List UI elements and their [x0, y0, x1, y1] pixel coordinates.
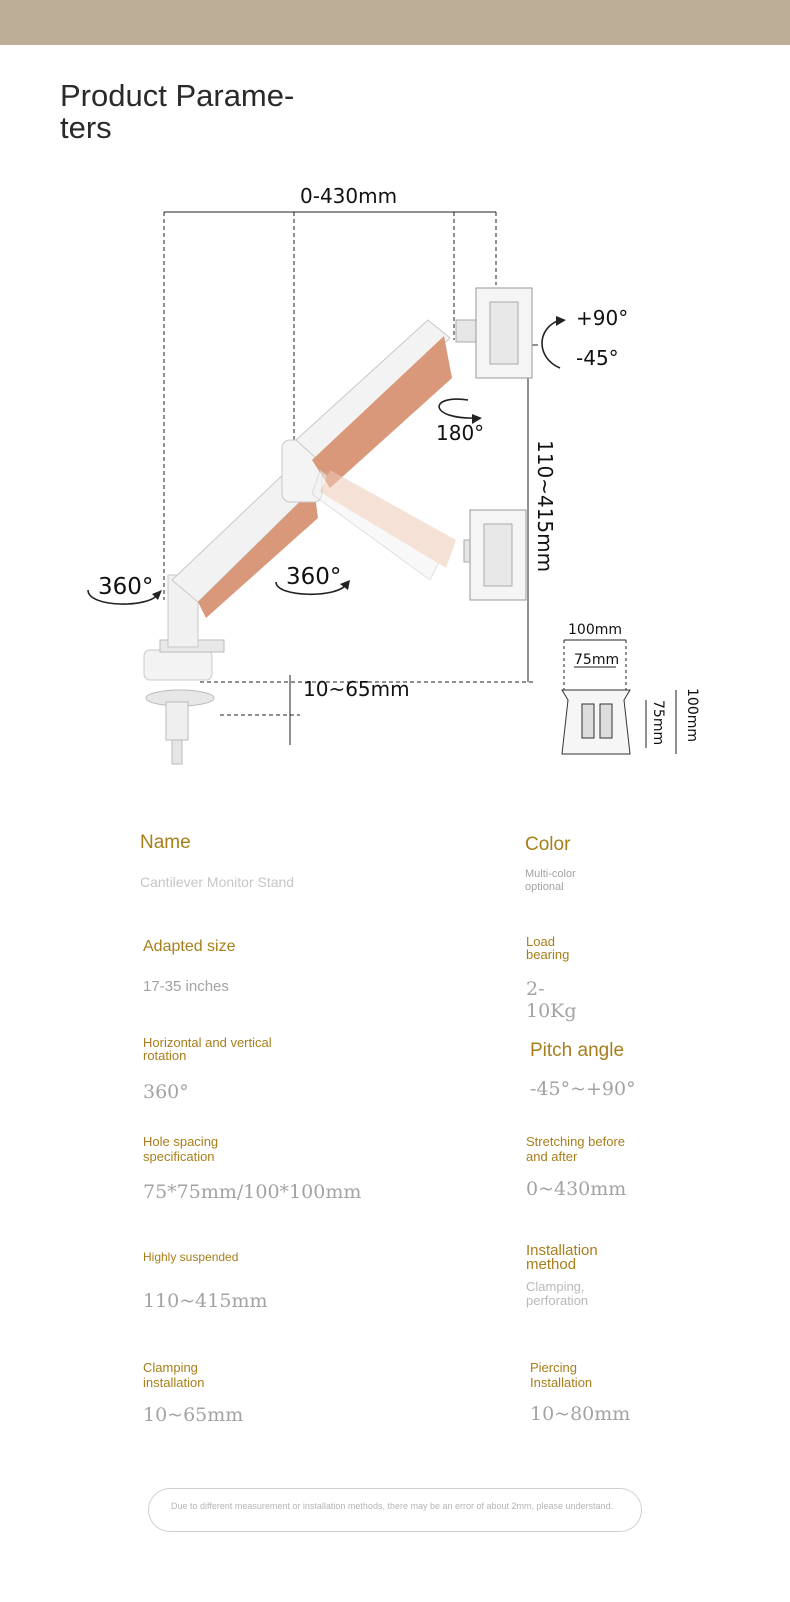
desk-clamp	[144, 640, 224, 764]
tilt-down-label: -45°	[576, 346, 619, 370]
page-title	[60, 80, 320, 144]
param-label: Adapted size	[143, 938, 236, 955]
param-label: Pitch angle	[530, 1040, 625, 1061]
monitor-arm-diagram	[0, 170, 790, 790]
param-label: Clamping installation	[143, 1360, 205, 1390]
param-highly-suspended	[143, 1250, 343, 1312]
disclaimer-box	[148, 1488, 642, 1532]
vesa-inner-label: 75mm	[574, 652, 620, 668]
param-label: Highly suspended	[143, 1250, 239, 1264]
param-rotation	[143, 1036, 273, 1103]
monitor-rotation-label: 180°	[436, 421, 485, 445]
param-piercing-installation	[530, 1360, 640, 1425]
param-value: 0~430mm	[526, 1178, 627, 1200]
top-banner	[0, 0, 790, 45]
height-range-label: 110~415mm	[533, 440, 557, 573]
param-label: Stretching before and after	[526, 1134, 626, 1164]
param-value: Multi-color optional	[525, 868, 576, 893]
param-label: Piercing Installation	[530, 1360, 593, 1390]
vesa-plate-bottom	[464, 510, 526, 600]
upper-arm	[296, 320, 452, 488]
clamp-thickness-label: 10~65mm	[303, 677, 410, 701]
param-value: 75*75mm/100*100mm	[143, 1181, 362, 1203]
param-value: 360°	[143, 1081, 189, 1103]
param-label: Horizontal and vertical rotation	[143, 1035, 272, 1063]
param-clamping-installation	[143, 1360, 253, 1426]
param-value: 10~80mm	[530, 1403, 631, 1425]
param-label: Color	[525, 834, 571, 855]
vesa-outer-v-label: 100mm	[684, 688, 700, 742]
arm-rotation-label: 360°	[286, 564, 342, 590]
tilt-up-label: +90°	[576, 306, 629, 330]
disclaimer-text: Due to different measurement or installation methods, there may be an error of about 2mm, please understand.	[171, 1501, 614, 1511]
param-label: Installation method	[526, 1242, 598, 1273]
param-value: Clamping, perforation	[526, 1279, 589, 1308]
param-value: 17-35 inches	[143, 978, 229, 995]
param-value: 110~415mm	[143, 1290, 268, 1312]
param-value: 10~65mm	[143, 1404, 244, 1426]
param-installation-method	[526, 1244, 636, 1308]
param-color	[525, 834, 615, 894]
reach-label: 0-430mm	[300, 184, 398, 208]
param-load-bearing	[526, 935, 586, 1022]
vesa-spec-diagram	[562, 622, 700, 754]
param-adapted-size	[143, 938, 363, 995]
vesa-outer-label: 100mm	[568, 622, 622, 638]
param-label: Load bearing	[526, 934, 570, 962]
param-value: Cantilever Monitor Stand	[140, 874, 295, 890]
param-value: 2-10Kg	[526, 978, 577, 1022]
param-value: -45°~+90°	[530, 1078, 636, 1100]
page-title-line-1: Product Parame-	[60, 78, 295, 113]
vesa-inner-v-label: 75mm	[650, 700, 666, 746]
vesa-plate-top	[456, 288, 532, 378]
page-title-line-2: ters	[60, 110, 112, 145]
param-hole-spacing	[143, 1134, 362, 1203]
base-rotation-label: 360°	[98, 574, 154, 600]
param-stretching	[526, 1134, 636, 1200]
param-name	[140, 832, 360, 890]
param-label: Name	[140, 832, 191, 853]
param-pitch-angle	[530, 1040, 730, 1100]
param-label: Hole spacing specification	[143, 1134, 219, 1164]
